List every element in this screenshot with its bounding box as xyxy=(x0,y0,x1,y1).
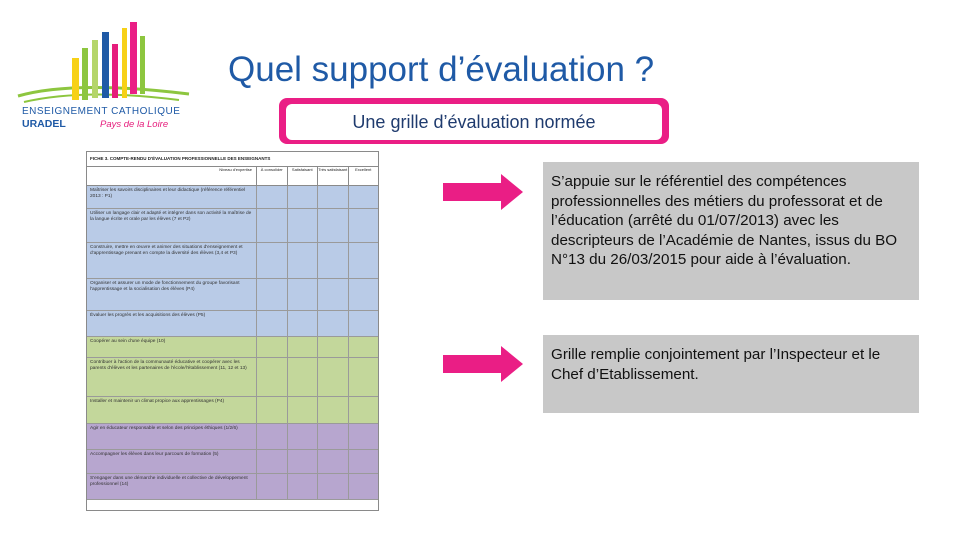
row-cell xyxy=(318,311,349,336)
row-label: Contribuer à l'action de la communauté éducative et coopérer avec les parents d'élèves et les partenaires de l'école/l'établissement (11, 12 et 13) xyxy=(87,358,257,396)
row-cell xyxy=(349,358,379,396)
row-cell xyxy=(318,450,349,473)
evaluation-grid-document xyxy=(86,151,379,511)
logo-line3: Pays de la Loire xyxy=(100,119,169,130)
row-cell xyxy=(257,243,288,278)
row-label: Accompagner les élèves dans leur parcours de formation (5) xyxy=(87,450,257,473)
row-cell xyxy=(257,450,288,473)
row-label: Évaluer les progrès et les acquisitions des élèves (P5) xyxy=(87,311,257,336)
row-cell xyxy=(288,337,319,357)
row-cell xyxy=(349,279,379,310)
table-row xyxy=(87,243,378,279)
row-cell xyxy=(318,243,349,278)
row-cell xyxy=(318,424,349,449)
header-label: Niveau d'expertise xyxy=(87,167,257,185)
row-cell xyxy=(349,397,379,423)
logo-line2: URADEL xyxy=(22,118,66,130)
arrow-right-icon xyxy=(443,174,523,210)
document-heading: FICHE 3. COMPTE-RENDU D'ÉVALUATION PROFESSIONNELLE DES ENSEIGNANTS xyxy=(87,152,378,167)
row-cell xyxy=(257,311,288,336)
row-label: Installer et maintenir un climat propice aux apprentissages (P4) xyxy=(87,397,257,423)
row-cell xyxy=(349,450,379,473)
info-box-referentiel: S’appuie sur le référentiel des compétences professionnelles des métiers du professorat et de l’éducation (arrêté du 01/07/2013) avec les descripteurs de l’Académie de Nantes, issus du BO N°13 du 26/03/2015 pour aide à l’évaluation. xyxy=(543,162,919,300)
info-box-grille: Grille remplie conjointement par l’Inspecteur et le Chef d’Etablissement. xyxy=(543,335,919,413)
row-cell xyxy=(318,358,349,396)
table-row xyxy=(87,397,378,424)
header-col-1: Satisfaisant xyxy=(288,167,319,185)
row-cell xyxy=(349,186,379,208)
row-label: Construire, mettre en œuvre et animer des situations d'enseignement et d'apprentissage prenant en compte la diversité des élèves (3,4 et P3) xyxy=(87,243,257,278)
arrow-right-icon xyxy=(443,346,523,382)
table-row xyxy=(87,209,378,243)
row-label: Maîtriser les savoirs disciplinaires et leur didactique (référence référentiel 2013 : P1) xyxy=(87,186,257,208)
row-cell xyxy=(257,474,288,499)
row-cell xyxy=(257,186,288,208)
table-row xyxy=(87,279,378,311)
document-rows xyxy=(87,186,378,500)
row-cell xyxy=(288,243,319,278)
row-cell xyxy=(288,397,319,423)
row-label: Agir en éducateur responsable et selon des principes éthiques (1/2/6) xyxy=(87,424,257,449)
table-row xyxy=(87,337,378,358)
table-row xyxy=(87,450,378,474)
table-row xyxy=(87,358,378,397)
row-cell xyxy=(257,337,288,357)
header-col-3: Excellent xyxy=(355,167,372,172)
row-cell xyxy=(257,209,288,242)
row-cell xyxy=(349,243,379,278)
row-cell xyxy=(349,337,379,357)
table-row xyxy=(87,186,378,209)
document-header-row xyxy=(87,167,378,186)
row-cell xyxy=(288,209,319,242)
row-cell xyxy=(288,279,319,310)
row-cell xyxy=(349,311,379,336)
row-label: Utiliser un langage clair et adapté et intégrer dans son activité la maîtrise de la langue écrite et orale par les élèves (7 et P2) xyxy=(87,209,257,242)
logo-graphic xyxy=(14,18,194,113)
row-cell xyxy=(349,424,379,449)
row-label: Organiser et assurer un mode de fonctionnement du groupe favorisant l'apprentissage et la socialisation des élèves (P4) xyxy=(87,279,257,310)
row-label: S'engager dans une démarche individuelle et collective de développement professionnel (14) xyxy=(87,474,257,499)
row-cell xyxy=(288,186,319,208)
row-cell xyxy=(349,474,379,499)
row-cell xyxy=(288,311,319,336)
row-cell xyxy=(288,474,319,499)
header-col-0: À consolider xyxy=(257,167,288,185)
header-col-2: Très satisfaisant xyxy=(318,167,349,185)
row-cell xyxy=(318,209,349,242)
table-row xyxy=(87,424,378,450)
row-cell xyxy=(257,397,288,423)
row-cell xyxy=(318,337,349,357)
table-row xyxy=(87,311,378,337)
row-cell xyxy=(349,209,379,242)
row-cell xyxy=(288,450,319,473)
row-cell xyxy=(318,279,349,310)
row-cell xyxy=(318,474,349,499)
logo-line1: ENSEIGNEMENT CATHOLIQUE xyxy=(22,106,181,117)
row-cell xyxy=(318,186,349,208)
row-cell xyxy=(318,397,349,423)
row-cell xyxy=(288,358,319,396)
row-cell xyxy=(288,424,319,449)
row-cell xyxy=(257,279,288,310)
row-label: Coopérer au sein d'une équipe (10) xyxy=(87,337,257,357)
row-cell xyxy=(257,424,288,449)
row-cell xyxy=(257,358,288,396)
subtitle: Une grille d’évaluation normée xyxy=(286,104,662,140)
table-row xyxy=(87,474,378,500)
page-title: Quel support d’évaluation ? xyxy=(228,50,655,89)
